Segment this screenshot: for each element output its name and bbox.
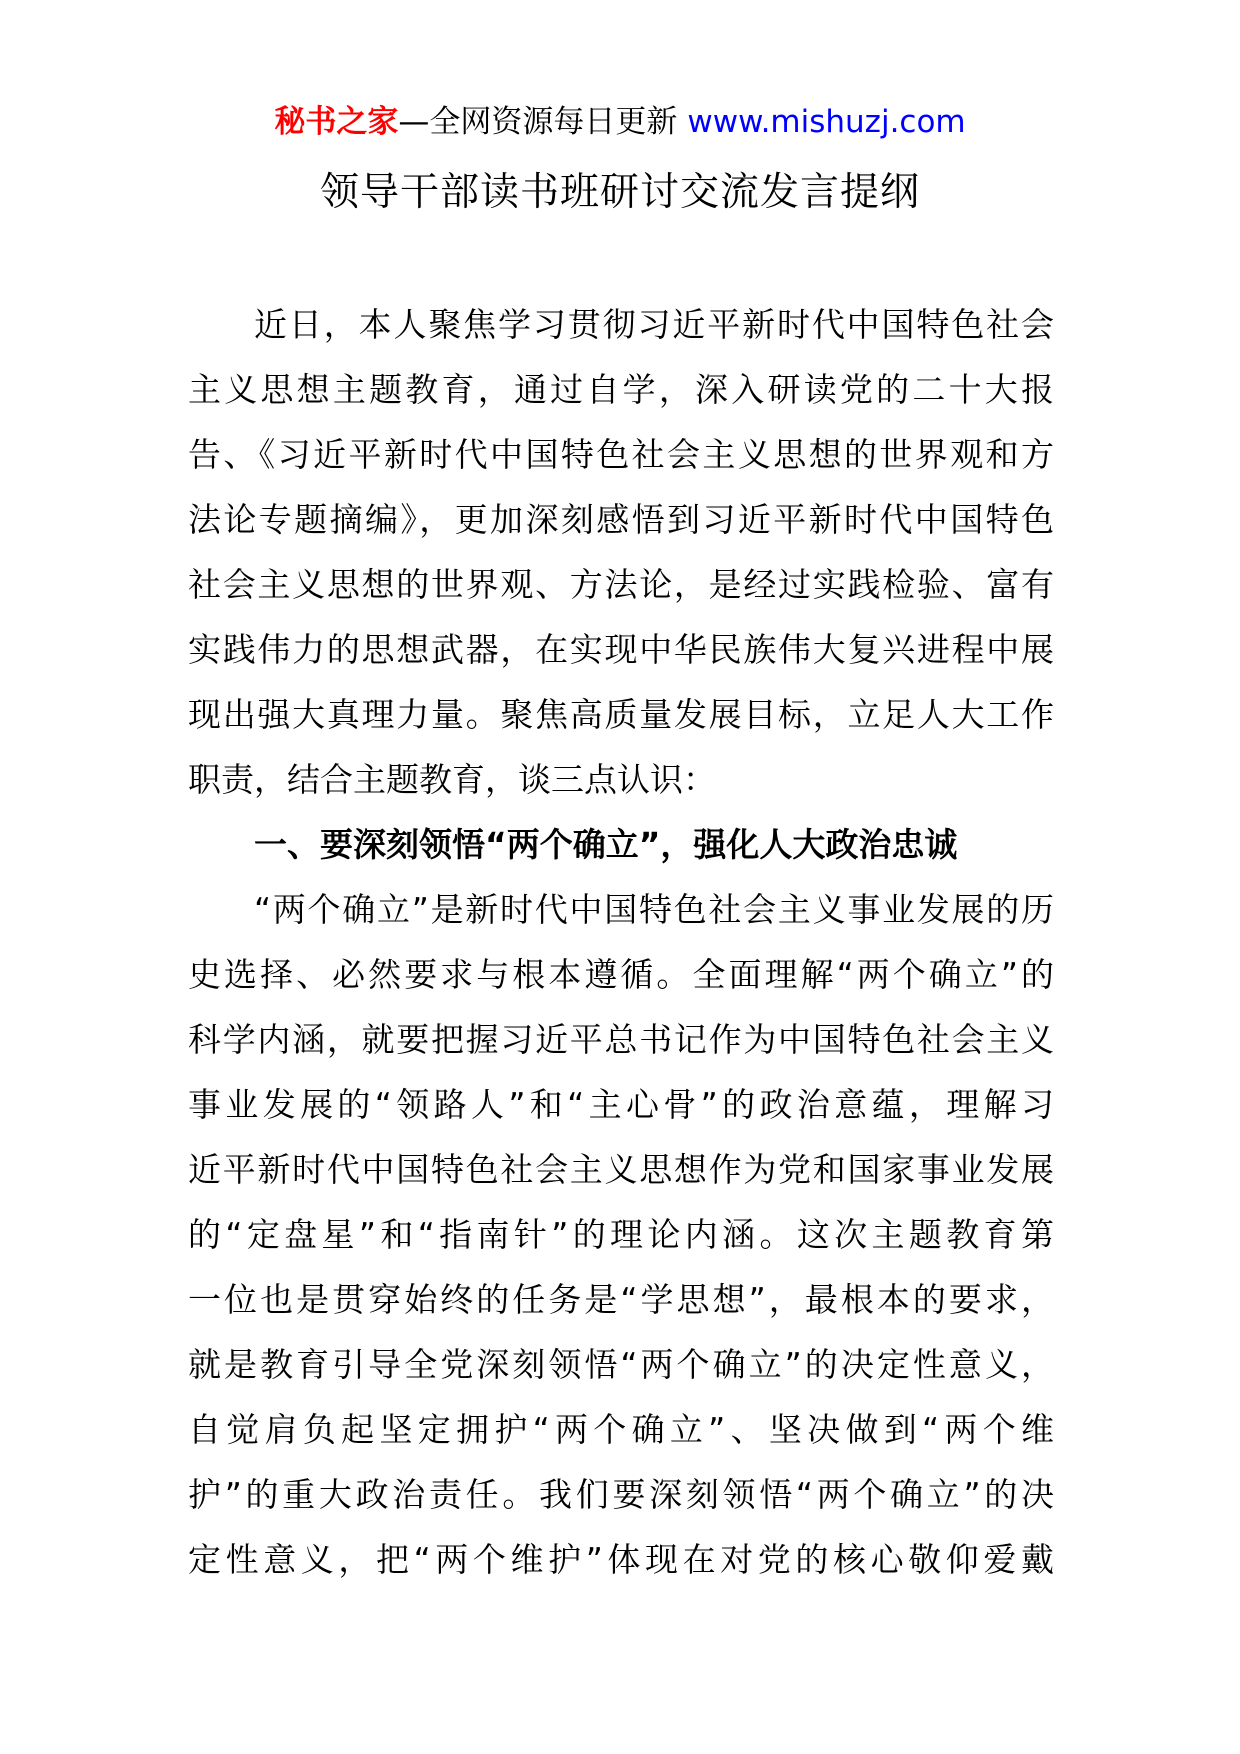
text-line: 职责，结合主题教育，谈三点认识：	[188, 760, 716, 799]
text-line: 主义思想主题教育，通过自学，深入研读党的二十大报	[188, 370, 1054, 409]
text-line: 事业发展的“领路人”和“主心骨”的政治意蕴，理解习	[188, 1085, 1054, 1124]
text-line: 自觉肩负起坚定拥护“两个确立”、坚决做到“两个维	[188, 1410, 1054, 1449]
text-line: 一位也是贯穿始终的任务是“学思想”，最根本的要求，	[188, 1280, 1054, 1319]
text-line: 科学内涵，就要把握习近平总书记作为中国特色社会主义	[188, 1020, 1054, 1059]
text-line: 就是教育引导全党深刻领悟“两个确立”的决定性意义，	[188, 1345, 1054, 1384]
site-header	[0, 98, 1240, 146]
text-line: 定性意义，把“两个维护”体现在对党的核心敬仰爱戴	[188, 1540, 1054, 1579]
text-line: 近日，本人聚焦学习贯彻习近平新时代中国特色社会	[254, 305, 1054, 344]
text-line: “两个确立”是新时代中国特色社会主义事业发展的历	[254, 890, 1054, 929]
text-line: 法论专题摘编》，更加深刻感悟到习近平新时代中国特色	[188, 500, 1054, 539]
text-line: 的“定盘星”和“指南针”的理论内涵。这次主题教育第	[188, 1215, 1054, 1254]
site-url-link[interactable]: www.mishuzj.com	[687, 104, 966, 140]
text-line: 社会主义思想的世界观、方法论，是经过实践检验、富有	[188, 565, 1054, 604]
text-line: 护”的重大政治责任。我们要深刻领悟“两个确立”的决	[188, 1475, 1054, 1514]
brand-name: 秘书之家	[274, 104, 399, 140]
text-line: 近平新时代中国特色社会主义思想作为党和国家事业发展	[188, 1150, 1054, 1189]
text-line: 现出强大真理力量。聚焦高质量发展目标，立足人大工作	[188, 695, 1054, 734]
header-tagline: —全网资源每日更新	[398, 104, 678, 140]
section-heading: 一、要深刻领悟“两个确立”，强化人大政治忠诚	[254, 825, 958, 864]
text-line: 实践伟力的思想武器，在实现中华民族伟大复兴进程中展	[188, 630, 1054, 669]
document-body	[188, 292, 1054, 1592]
text-line: 史选择、必然要求与根本遵循。全面理解“两个确立”的	[188, 955, 1054, 994]
text-line: 告、《习近平新时代中国特色社会主义思想的世界观和方	[188, 435, 1054, 474]
document-title: 领导干部读书班研讨交流发言提纲	[319, 170, 920, 215]
